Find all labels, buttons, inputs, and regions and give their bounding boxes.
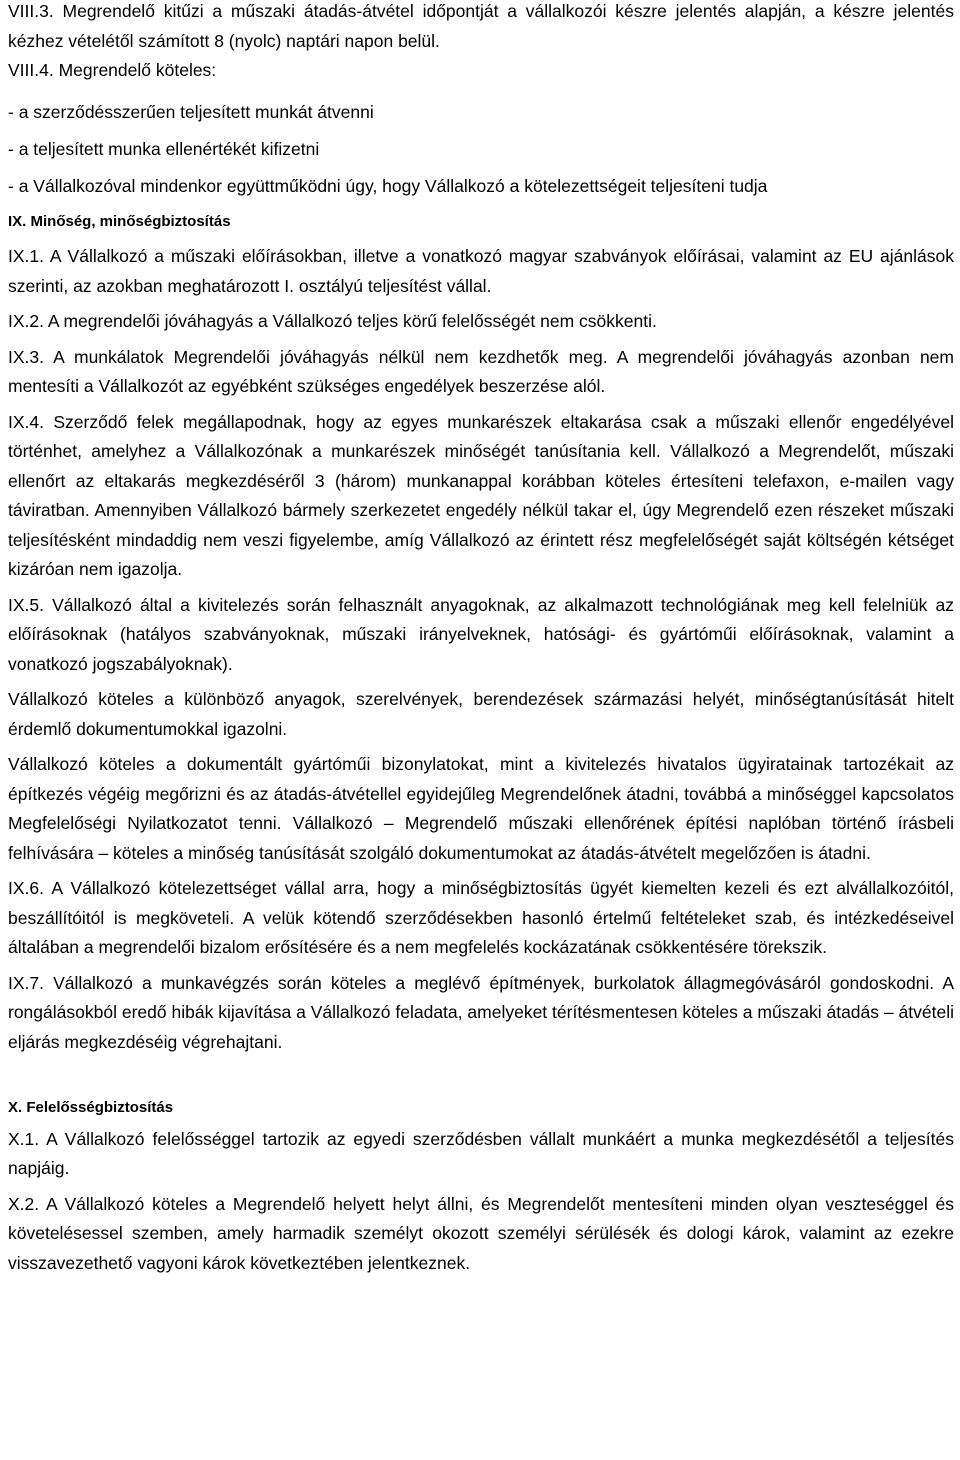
paragraph-ix-7: IX.7. Vállalkozó a munkavégzés során köteles a meglévő építmények, burkolatok állagmegóvásáról gondoskodni. A rongálásokból eredő hibák kijavítása a Vállalkozó feladata, amelyeket térítésmentesen köteles a műszaki átadás – átvételi eljárás megkezdéséig végrehajtani. <box>8 972 954 1052</box>
paragraph-ix-3: IX.3. A munkálatok Megrendelői jóváhagyás nélkül nem kezdhetők meg. A megrendelői jóváhagyás azonban nem mentesíti a Vállalkozót az egyébként szükséges engedélyek beszerzése alól. <box>8 346 954 396</box>
paragraph-viii-4-title: VIII.4. Megrendelő köteles: <box>8 60 217 80</box>
document-page <box>8 0 954 1278</box>
list-viii-4 <box>8 94 954 205</box>
paragraph-ix-4: IX.4. Szerződő felek megállapodnak, hogy az egyes munkarészek eltakarása csak a műszaki ellenőr engedélyével történhet, amelyhez a Vállalkozónak a munkarészek minőségét tanúsítania kell. Vállalkozó a Megrendelőt, műszaki ellenőrt az eltakarás megkezdéséről 3 (három) munkanappal korábban köteles értesíteni telefaxon, e-mailen vagy táviratban. Amennyiben Vállalkozó bármely szerkezetet engedély nélkül takar el, úgy Megrendelő ezen részeket műszaki teljesítésként mindaddig nem veszi figyelembe, amíg Vállalkozó az érintett rész megfelelőségét saját költségén kétséget kizáróan nem igazolja. <box>8 411 954 579</box>
paragraph-ix-5-materials: Vállalkozó köteles a különböző anyagok, szerelvények, berendezések származási helyét, minőségtanúsítását hitelt érdemlő dokumentumokkal igazolni. <box>8 689 954 739</box>
paragraph-ix-1: IX.1. A Vállalkozó a műszaki előírásokban, illetve a vonatkozó magyar szabványok előírásai, valamint az EU ajánlások szerinti, az azokban meghatározott I. osztályú teljesítést vállal. <box>8 246 954 296</box>
paragraph-ix-5-documents: Vállalkozó köteles a dokumentált gyártóműi bizonylatokat, mint a kivitelezés hivatalos ügyiratainak tartozékait az építkezés végéig megőrizni és az átadás-átvétellel egyidejűleg Megrendelőnek átadni, továbbá a minőséggel kapcsolatos Megfelelőségi Nyilatkozatot tenni. Vállalkozó – Megrendelő műszaki ellenőrének építési naplóban történő írásbeli felhívására – köteles a minőség tanúsítását szolgáló dokumentumokat az átadás-átvételt megelőzően is átadni. <box>8 754 954 863</box>
list-item: - a Vállalkozóval mindenkor együttműködni úgy, hogy Vállalkozó a kötelezettségeit teljesíteni tudja <box>8 175 768 196</box>
paragraph-ix-2: IX.2. A megrendelői jóváhagyás a Vállalkozó teljes körű felelősségét nem csökkenti. <box>8 311 657 331</box>
paragraph-x-1: X.1. A Vállalkozó felelősséggel tartozik az egyedi szerződésben vállalt munkáért a munka megkezdésétől a teljesítés napjáig. <box>8 1128 954 1178</box>
paragraph-ix-6: IX.6. A Vállalkozó kötelezettséget vállal arra, hogy a minőségbiztosítás ügyét kiemelten kezeli és ezt alvállalkozóitól, beszállítóitól is megköveteli. A velük kötendő szerződésekben hasonló értelmű feltételeket szab, és intézkedéseivel általában a megrendelői bizalom erősítésére és a nem megfelelés kockázatának csökkentésére törekszik. <box>8 878 954 957</box>
section-heading-x: X. Felelősségbiztosítás <box>8 1099 174 1116</box>
paragraph-x-2: X.2. A Vállalkozó köteles a Megrendelő helyett helyt állni, és Megrendelőt mentesíteni minden olyan veszteséggel és követelésessel szemben, amely harmadik személyt okozott személyi sérülésék és dologi károk, valamint az ezekre visszavezethető vagyoni károk következtében jelentkeznek. <box>8 1193 954 1273</box>
list-item: - a szerződésszerűen teljesített munkát átvenni <box>8 101 374 122</box>
paragraph-ix-5: IX.5. Vállalkozó által a kivitelezés során felhasznált anyagoknak, az alkalmazott technológiának meg kell felelniük az előírásoknak (hatályos szabványoknak, műszaki irányelveknek, hatósági- és gyártóműi előírásoknak, valamint a vonatkozó jogszabályoknak). <box>8 594 954 674</box>
section-heading-ix: IX. Minőség, minőségbiztosítás <box>8 212 231 230</box>
list-item: - a teljesített munka ellenértékét kifizetni <box>8 138 320 159</box>
paragraph-viii-3: VIII.3. Megrendelő kitűzi a műszaki átadás-átvétel időpontját a vállalkozói készre jelentés alapján, a készre jelentés kézhez vételétől számított 8 (nyolc) naptári napon belül. <box>8 1 954 51</box>
